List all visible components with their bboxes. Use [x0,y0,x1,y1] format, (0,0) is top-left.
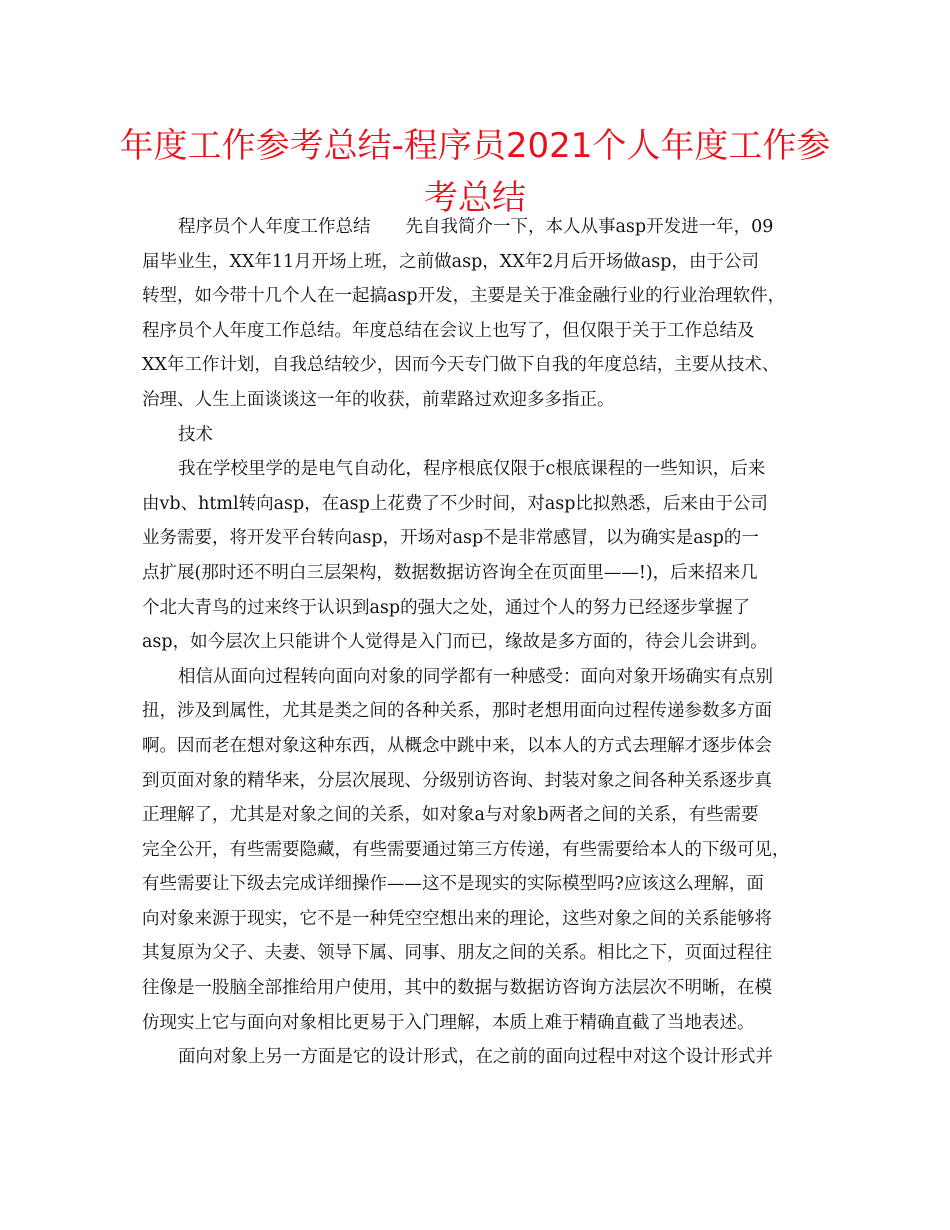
body-text-line: 业务需要，将开发平台转向asp，开场对asp不是非常感冒，以为确实是asp的一 [142,528,759,549]
body-text-line: 扭，涉及到属性，尤其是类之间的各种关系，那时老想用面向过程传递参数多方面 [142,701,772,722]
document-body [142,210,826,1075]
body-text-line: 往像是一股脑全部推给用户使用，其中的数据与数据访咨询方法层次不明晰，在模 [142,978,772,999]
body-text-line: 点扩展(那时还不明白三层架构，数据数据访咨询全在页面里——!)，后来招来几 [142,562,758,583]
body-text-line: XX年工作计划，自我总结较少，因而今天专门做下自我的年度总结，主要从技术、 [142,355,780,376]
title-line-2: 考总结 [424,178,526,218]
body-text-line: asp，如今层次上只能讲个人觉得是入门而已，缘故是多方面的，待会儿会讲到。 [142,632,768,653]
body-text-line: 我在学校里学的是电气自动化，程序根底仅限于c根底课程的一些知识，后来 [178,459,766,480]
body-text-line: 正理解了，尤其是对象之间的关系，如对象a与对象b两者之间的关系，有些需要 [142,805,759,826]
body-text-line: 其复原为父子、夫妻、领导下属、同事、朋友之间的关系。相比之下，页面过程往 [142,943,772,964]
body-text-line: 啊。因而老在想对象这种东西，从概念中跳中来，以本人的方式去理解才逐步体会 [142,735,772,756]
body-text-line: 由vb、html转向asp，在asp上花费了不少时间，对asp比拟熟悉，后来由于公司 [142,493,768,514]
body-text-line: 届毕业生，XX年11月开场上班，之前做asp，XX年2月后开场做asp，由于公司 [142,251,759,272]
body-text-line: 个北大青鸟的过来终于认识到asp的强大之处，通过个人的努力已经逐步掌握了 [142,597,751,618]
body-text-line: 仿现实上它与面向对象相比更易于入门理解，本质上难于精确直截了当地表述。 [142,1012,755,1033]
body-text-line: 完全公开，有些需要隐藏，有些需要通过第三方传递，有些需要给本人的下级可见， [142,839,790,860]
body-text-line: 转型，如今带十几个人在一起搞asp开发，主要是关于准金融行业的行业治理软件， [142,286,786,307]
body-text-line: 向对象来源于现实，它不是一种凭空空想出来的理论，这些对象之间的关系能够将 [142,908,772,929]
body-text-line: 程序员个人年度工作总结。年度总结在会议上也写了，但仅限于关于工作总结及 [142,320,755,341]
body-text-line: 技术 [178,424,213,445]
body-text-line: 有些需要让下级去完成详细操作——这不是现实的实际模型吗?应该这么理解，面 [142,874,764,895]
document-title [100,120,850,224]
body-text-line: 治理、人生上面谈谈这一年的收获，前辈路过欢迎多多指正。 [142,389,615,410]
title-line-1: 年度工作参考总结-程序员2021个人年度工作参 [119,126,831,166]
body-text-line: 相信从面向过程转向面向对象的同学都有一种感受：面向对象开场确实有点别 [178,666,773,687]
body-text-line: 面向对象上另一方面是它的设计形式，在之前的面向过程中对这个设计形式并 [178,1047,773,1068]
body-text-line: 程序员个人年度工作总结 先自我简介一下，本人从事asp开发进一年，09 [178,217,774,237]
body-text-line: 到页面对象的精华来，分层次展现、分级别访咨询、封装对象之间各种关系逐步真 [142,770,772,791]
